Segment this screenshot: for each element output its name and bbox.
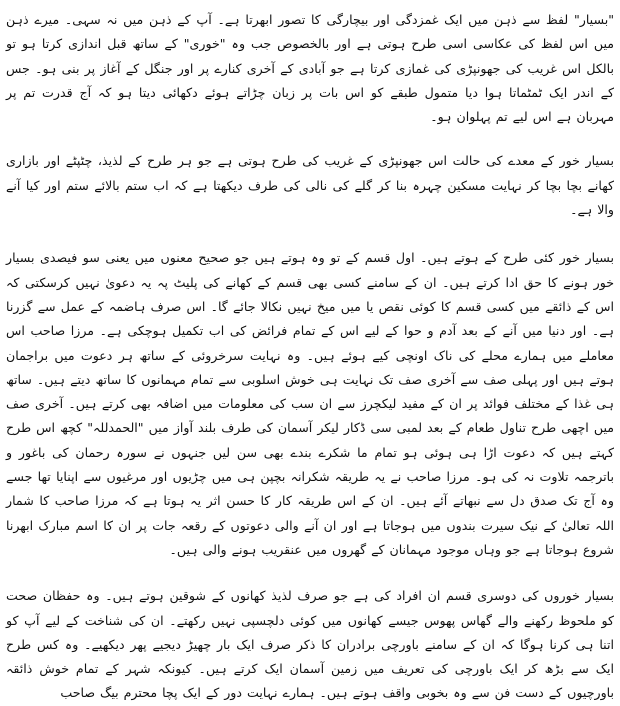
paragraph-1: "بسیار" لفظ سے ذہن میں ایک غمزدگی اور بیچارگی کا تصور ابھرتا ہے۔ آپ کے ذہن میں نہ سہی۔ میرے ذہن میں اس لفظ کی عکاسی اسی طرح ہوتی ہے اور بالخصوص جب وہ "خوری" کے ساتھ قبل اندازی کرتا ہو تو بالکل اس غریب کی جھونپڑی کی غمازی کرتا ہے جو آبادی کے آخری کنارے پر اور جنگل کے آغاز پر بنی ہو۔ جس کے اندر ایک ٹمٹماتا ہوا دیا متمول طبقے کو اس بات پر زبان چڑاتے ہوئے دکھائی دیتا ہو کہ آج قدرت تم پر مہربان ہے اس لیے تم پہلوان ہو۔ xyxy=(6,12,614,125)
paragraph-3: بسیار خور کئی طرح کے ہوتے ہیں۔ اول قسم کے تو وہ ہوتے ہیں جو صحیح معنوں میں یعنی سو فیصدی بسیار خور ہونے کا حق ادا کرتے ہیں۔ ان کے سامنے کسی بھی قسم کے کھانے کی پلیٹ پہ یہ دعویٰ نہیں کرسکتی کہ اس کے ذائقے میں کسی قسم کا کوئی نقص یا میں میخ نہیں نکالا جائے گا۔ اس صرف ہاضمہ کے عمل سے گزرنا ہے۔ اور دنیا میں آنے کے بعد آدم و حوا کے لیے اس کے تمام فرائض کی اب تکمیل ہوچکی ہے۔ مرزا صاحب اس معاملے میں ہمارے محلے کی ناک اونچی کیے ہوئے ہیں۔ وہ نہایت سرخروئی کے ساتھ ہر دعوت میں براجمان ہوتے ہیں اور پہلی صف سے آخری صف تک نہایت ہی خوش اسلوبی سے تمام مہمانوں کا ساتھ دیتے ہیں۔ ساتھ ہی غذا کے مختلف فوائد پر ان کے مفید لیکچرز سے ان سب کی معلومات میں اضافہ بھی کرتے ہیں۔ آخری صف میں اچھی طرح تناول طعام کے بعد لمبی سی ڈکار لیکر آسمان کی طرف بلند آواز میں "الحمدللہ" کچھ اس طرح کہتے ہیں کہ دعوت اڑا ہی ہوئی ہو تمام ما شکرے بندے بھی سن لیں جنہوں نے سورہ رحمان کی باغور و باترجمہ تلاوت نہ کی ہو۔ مرزا صاحب نے یہ طریقہ شکرانہ بچپن ہی میں چڑیوں اور مرغیوں سے اپنایا تھا جسے وہ آج تک صدق دل سے نبھاتے آئے ہیں۔ ان کے اس طریقہ کار کا حسن اثر یہ ہوتا ہے کہ مرزا صاحب کا شمار اللہ تعالیٰ کے نیک سیرت بندوں میں ہوجاتا ہے اور ان آنے والی دعوتوں کے رقعہ جات پر ان کا اسم مبارک ابھرنا شروع ہوجاتا ہے جو وہاں موجود مہمانان کے گھروں میں عنقریب ہونے والی ہیں۔ xyxy=(6,250,614,557)
paragraph-4: بسیار خوروں کی دوسری قسم ان افراد کی ہے جو صرف لذیذ کھانوں کے شوقین ہوتے ہیں۔ وہ حفظان صحت کو ملحوظ رکھنے والے گھاس پھوس جیسے کھانوں میں کوئی دلچسپی نہیں رکھتے۔ ان کی شناخت کے لیے آپ کو اتنا ہی کرنا ہوگا کہ ان کے سامنے باورچی برادران کا ذکر صرف ایک بار چھیڑ دیجیے پھر دیکھیے۔ وہ کس طرح ایک سے بڑھ کر ایک باورچی کی تعریف میں زمین آسمان ایک کرتے ہیں۔ کیونکہ شہر کے تمام خوش ذائقہ باورچیوں کے دست فن سے وہ بخوبی واقف ہوتے ہیں۔ ہمارے نہایت دور کے ایک پچا محترم بیگ صاحب xyxy=(6,588,614,701)
paragraph-2: بسیار خور کے معدے کی حالت اس جھونپڑی کے غریب کی طرح ہوتی ہے جو ہر طرح کے لذیذ، چٹپٹے اور بازاری کھانے بچا بچا کر نہایت مسکین چہرہ بنا کر گلے کی نالی کی طرف دیکھتا ہے کہ اب ستم بالائے ستم اور کیا آنے والا ہے۔ xyxy=(6,153,614,218)
article-page xyxy=(6,8,614,701)
